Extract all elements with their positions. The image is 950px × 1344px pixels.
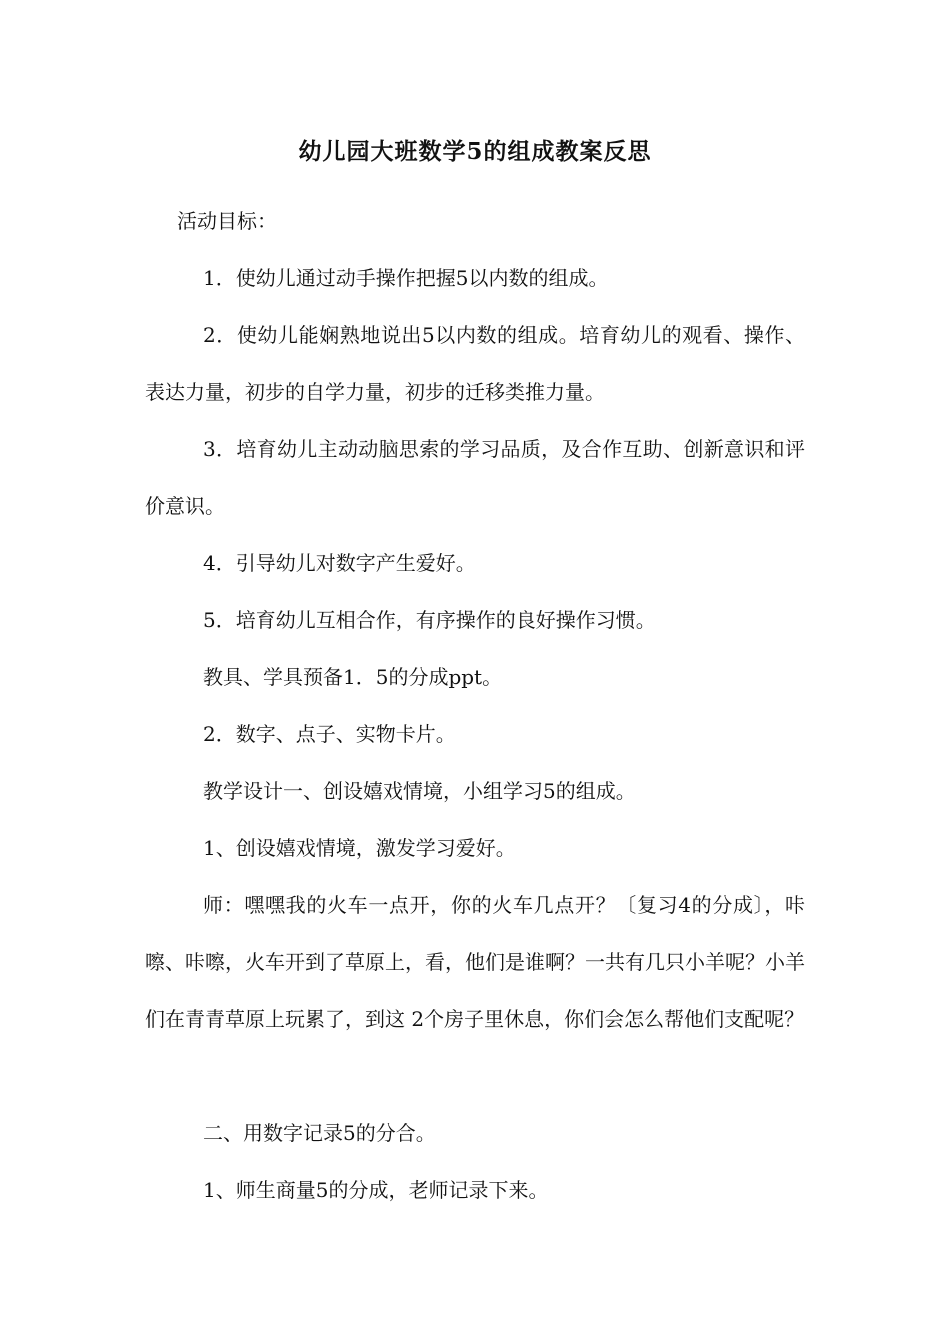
paragraph-design-1: 教学设计一、创设嬉戏情境，小组学习5的组成。 [203, 779, 636, 803]
paragraph-design-2-1: 1、师生商量5的分成，老师记录下来。 [203, 1178, 549, 1202]
paragraph-goal-1: 1．使幼儿通过动手操作把握5以内数的组成。 [203, 266, 609, 290]
paragraph-goal-3: 3．培育幼儿主动动脑思索的学习品质，及合作互助、创新意识和评价意识。 [145, 437, 805, 518]
paragraph-design-2: 二、用数字记录5的分合。 [203, 1121, 436, 1145]
paragraph-materials-2: 2．数字、点子、实物卡片。 [203, 722, 456, 746]
paragraph-design-1-1: 1、创设嬉戏情境，激发学习爱好。 [203, 836, 516, 860]
paragraph-goal-4: 4．引导幼儿对数字产生爱好。 [203, 551, 476, 575]
paragraph-materials-1: 教具、学具预备1．5的分成ppt。 [203, 665, 503, 689]
paragraph-teacher-dialogue: 师：嘿嘿我的火车一点开，你的火车几点开？〔复习4的分成〕，咔嚓、咔嚓，火车开到了草原上，看，他们是谁啊？一共有几只小羊呢？小羊们在青青草原上玩累了，到这 2个房子里休息，你们会怎么帮他们支配呢？ [145, 893, 805, 1031]
paragraph-goals-heading: 活动目标： [177, 209, 277, 233]
paragraph-goal-2: 2．使幼儿能娴熟地说出5以内数的组成。培育幼儿的观看、操作、表达力量，初步的自学力量，初步的迁移类推力量。 [145, 323, 805, 404]
document-title: 幼儿园大班数学5的组成教案反思 [298, 138, 652, 165]
paragraph-goal-5: 5．培育幼儿互相合作，有序操作的良好操作习惯。 [203, 608, 656, 632]
